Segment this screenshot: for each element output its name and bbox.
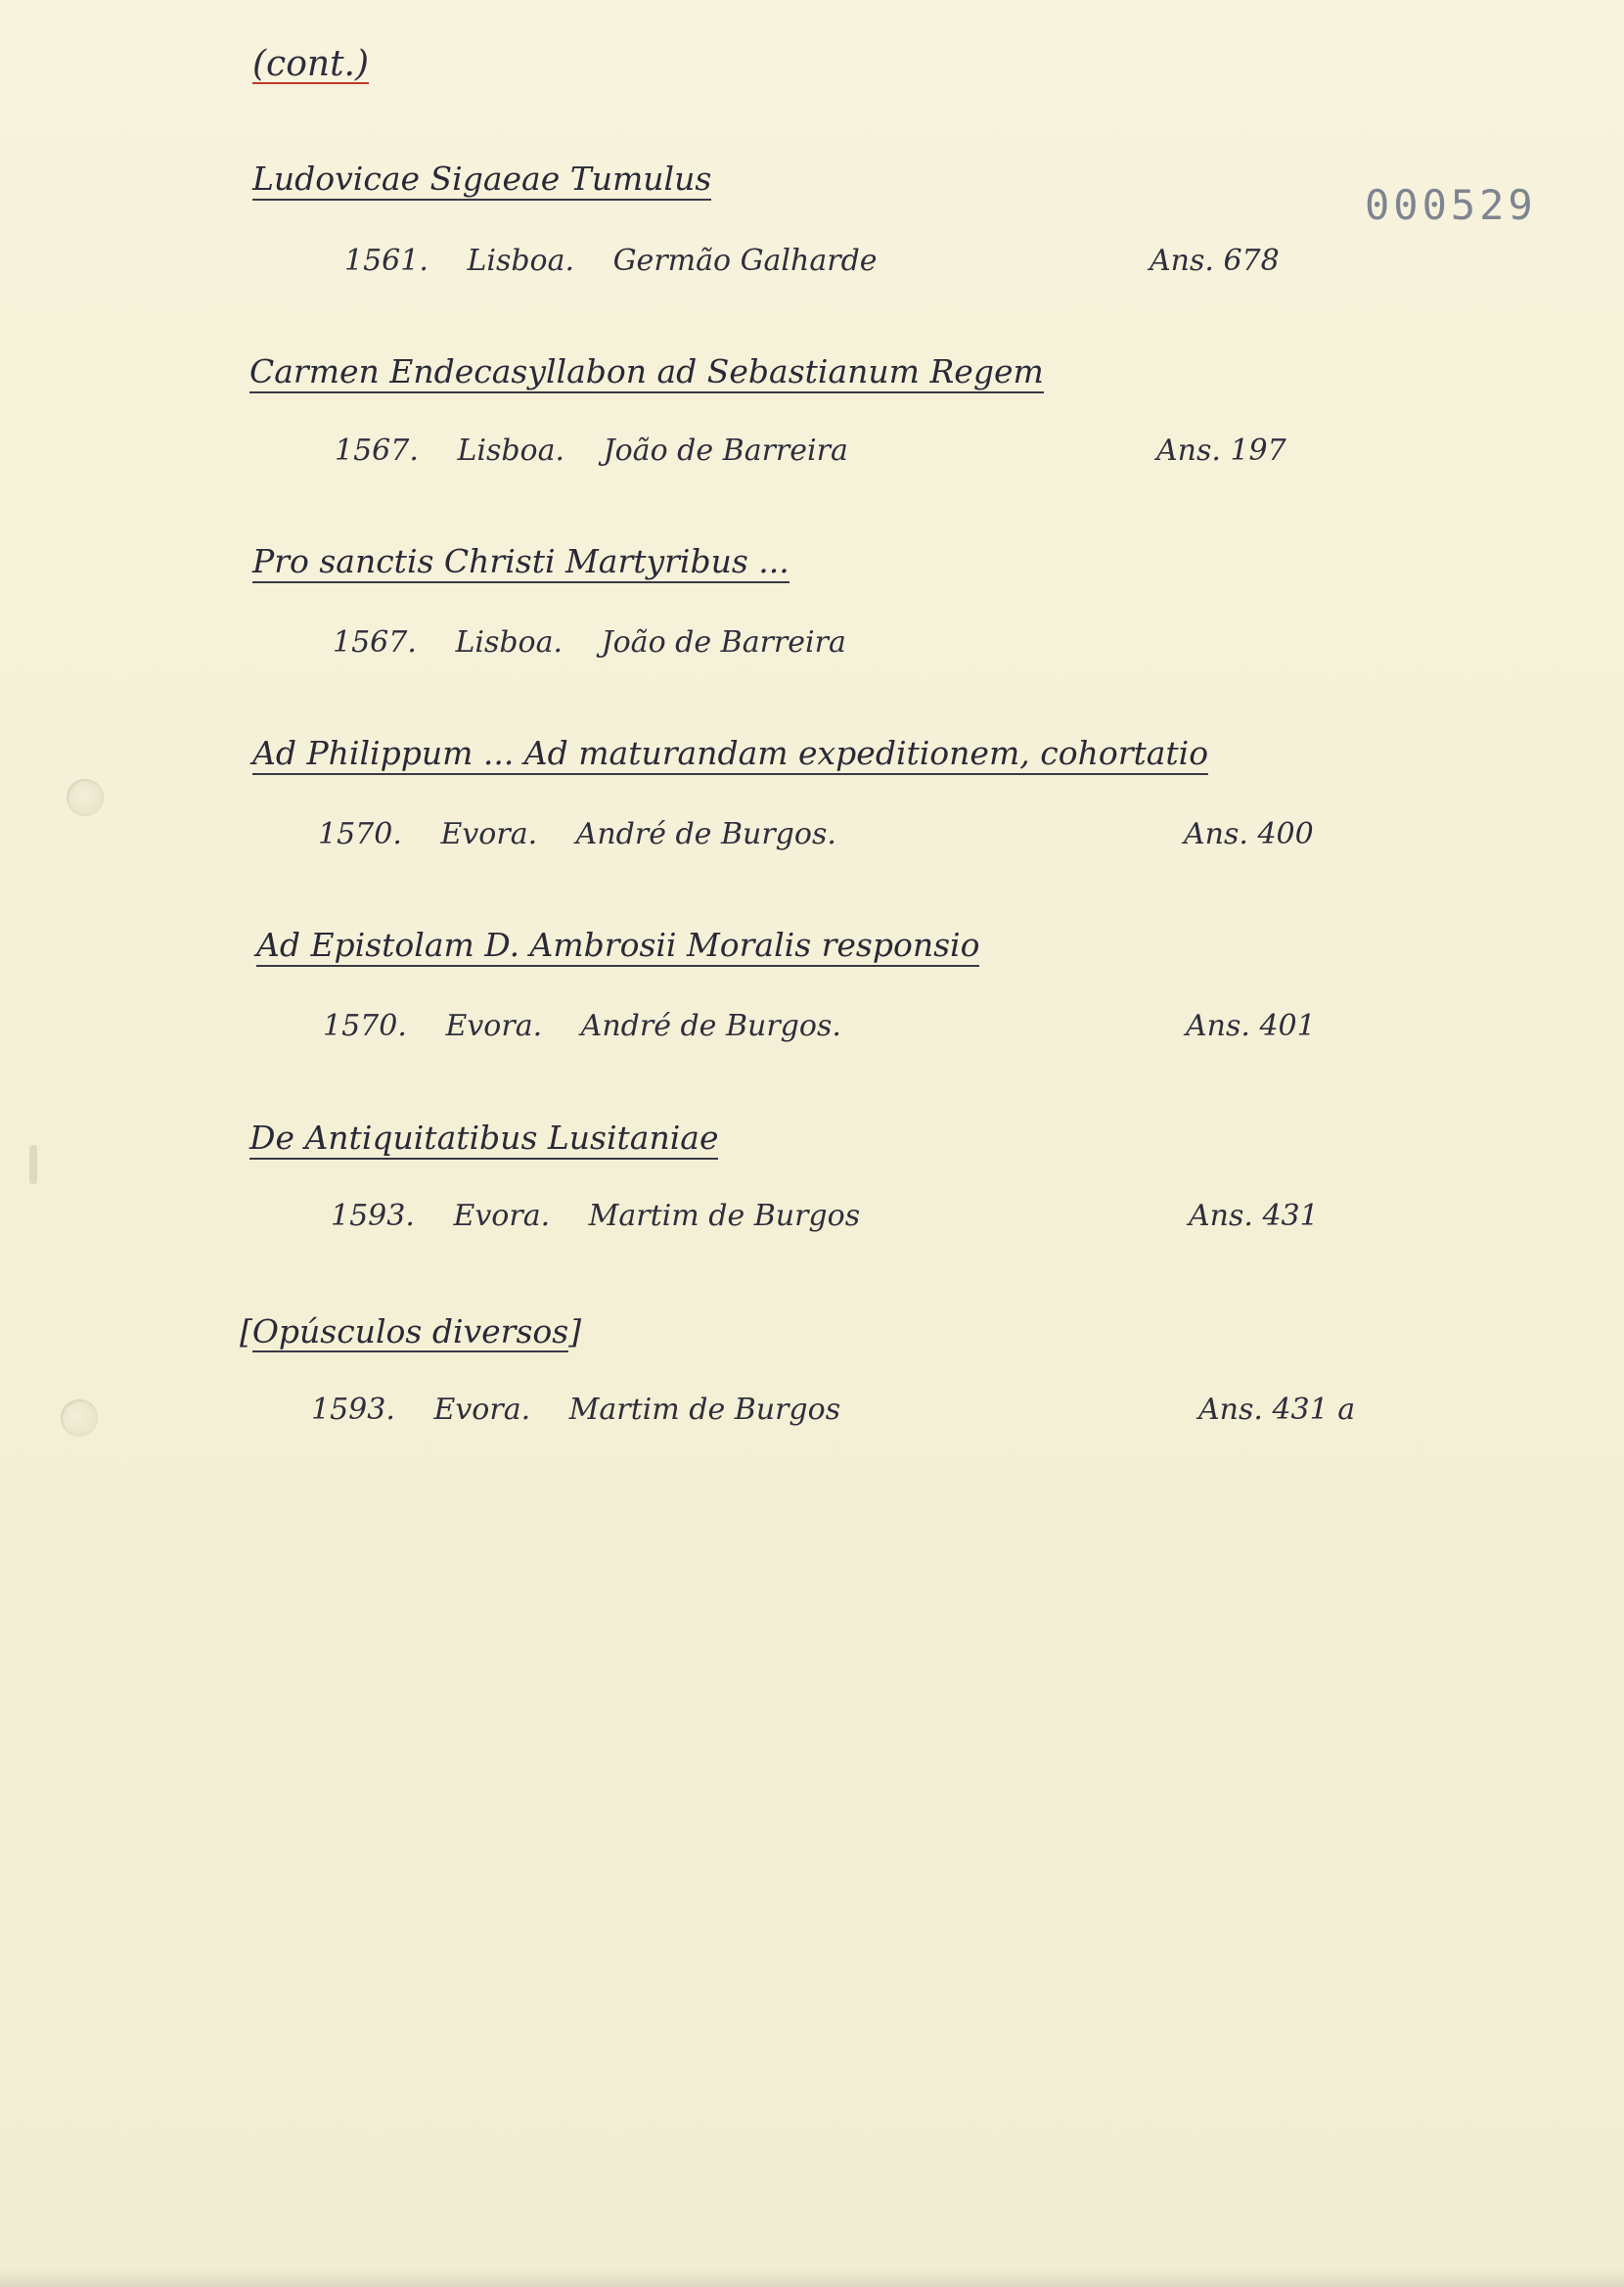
entry-title: Carmen Endecasyllabon ad Sebastianum Regem bbox=[249, 354, 1044, 393]
entry-place: Lisboa. bbox=[467, 244, 575, 278]
entry-place: Lisboa. bbox=[455, 625, 564, 660]
punch-hole-upper bbox=[67, 779, 104, 816]
entry-year: 1567. bbox=[335, 434, 419, 468]
entry-reference: Ans. 678 bbox=[1150, 244, 1280, 278]
entry-reference: Ans. 431 a bbox=[1198, 1393, 1356, 1427]
entry-place: Lisboa. bbox=[457, 434, 565, 468]
entry-reference: Ans. 401 bbox=[1186, 1009, 1316, 1043]
entry-place: Evora. bbox=[453, 1199, 551, 1233]
entry-place: Evora. bbox=[433, 1393, 531, 1427]
entry-detail bbox=[323, 1010, 871, 1042]
entry-printer: Martim de Burgos bbox=[588, 1199, 861, 1233]
edge-mark bbox=[29, 1145, 37, 1184]
entry-printer: André de Burgos. bbox=[575, 817, 836, 851]
entry-detail bbox=[344, 245, 907, 277]
entry-title: Pro sanctis Christi Martyribus ... bbox=[252, 544, 789, 583]
punch-hole-lower bbox=[61, 1399, 98, 1437]
entry-title: Ad Epistolam D. Ambrosii Moralis responsio bbox=[256, 928, 979, 967]
entry-detail bbox=[311, 1394, 870, 1426]
entry-printer: João de Barreira bbox=[601, 625, 846, 660]
entry-year: 1593. bbox=[311, 1393, 395, 1427]
entry-reference: Ans. 431 bbox=[1189, 1199, 1319, 1233]
entry-year: 1570. bbox=[323, 1009, 407, 1043]
entry-detail bbox=[335, 435, 878, 467]
entry-title: De Antiquitatibus Lusitaniae bbox=[249, 1121, 718, 1160]
archive-stamp-number: 000529 bbox=[1365, 181, 1537, 229]
entry-year: 1567. bbox=[333, 625, 417, 660]
entry-printer: João de Barreira bbox=[603, 434, 848, 468]
entry-title: Ludovicae Sigaeae Tumulus bbox=[252, 161, 711, 201]
entry-year: 1570. bbox=[318, 817, 402, 851]
entry-reference: Ans. 400 bbox=[1184, 817, 1314, 851]
entry-year: 1593. bbox=[331, 1199, 415, 1233]
entry-place: Evora. bbox=[445, 1009, 543, 1043]
continued-note-text: (cont.) bbox=[252, 44, 370, 84]
entry-title-bracketed: [Opúsculos diversos] bbox=[240, 1312, 582, 1350]
page-bottom-edge bbox=[0, 2269, 1624, 2287]
continued-note bbox=[252, 44, 369, 84]
entry-printer: Martim de Burgos bbox=[568, 1393, 841, 1427]
entry-detail bbox=[318, 818, 866, 850]
entry-reference: Ans. 197 bbox=[1156, 434, 1286, 468]
entry-title: Opúsculos diversos bbox=[251, 1312, 569, 1350]
entry-printer: Germão Galharde bbox=[612, 244, 878, 278]
entry-place: Evora. bbox=[440, 817, 538, 851]
entry-title: Ad Philippum ... Ad maturandam expeditionem, cohortatio bbox=[252, 736, 1208, 775]
entry-year: 1561. bbox=[344, 244, 429, 278]
entry-detail bbox=[333, 626, 876, 659]
entry-printer: André de Burgos. bbox=[580, 1009, 841, 1043]
entry-detail bbox=[331, 1200, 889, 1232]
